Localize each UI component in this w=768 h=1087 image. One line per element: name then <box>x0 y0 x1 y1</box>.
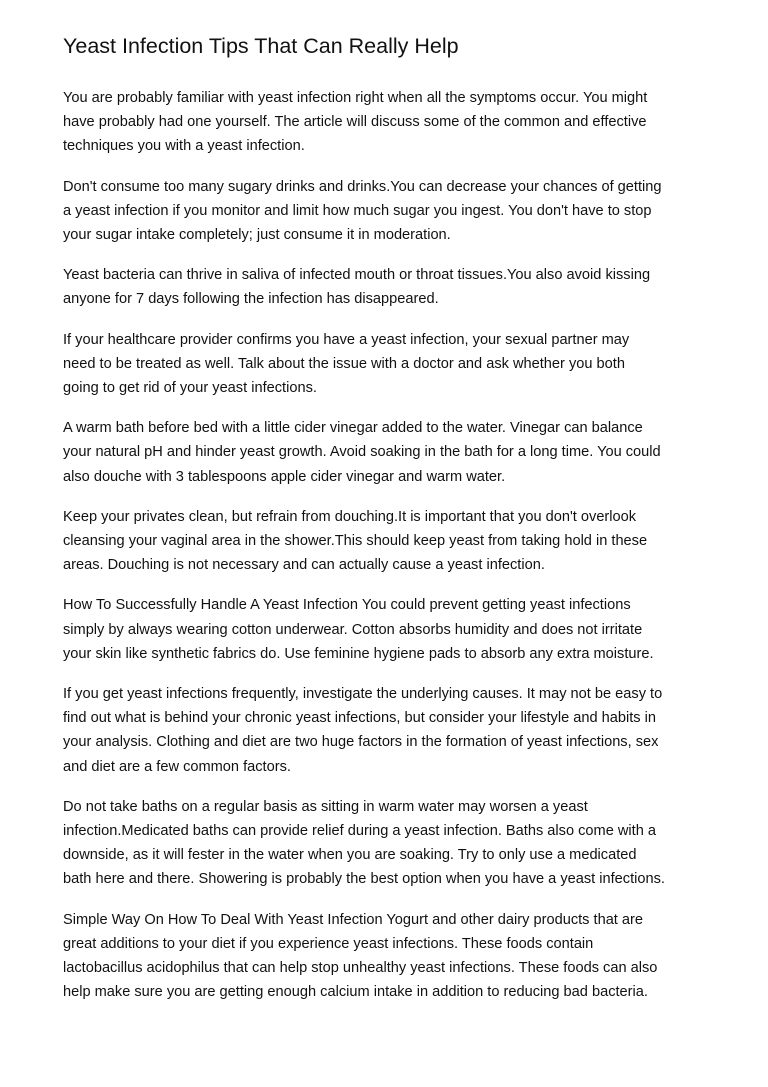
text-line: If you get yeast infections frequently, investigate the underlying causes. It may not be easy to <box>63 686 663 703</box>
text-line: downside, as it will fester in the water when you are soaking. Try to only use a medicated <box>63 847 637 864</box>
document-title: Yeast Infection Tips That Can Really Help <box>63 34 459 58</box>
paragraph <box>63 505 723 578</box>
text-line: also douche with 3 tablespoons apple cider vinegar and warm water. <box>63 468 506 485</box>
text-line: lactobacillus acidophilus that can help stop unhealthy yeast infections. These foods can also <box>63 960 658 977</box>
text-line: bath here and there. Showering is probably the best option when you have a yeast infections. <box>63 871 665 888</box>
text-line: Don't consume too many sugary drinks and drinks.You can decrease your chances of getting <box>63 178 662 195</box>
paragraph <box>63 263 723 311</box>
text-line: your skin like synthetic fabrics do. Use feminine hygiene pads to absorb any extra moisture. <box>63 645 654 662</box>
text-line: great additions to your diet if you experience yeast infections. These foods contain <box>63 935 594 952</box>
text-line: If your healthcare provider confirms you have a yeast infection, your sexual partner may <box>63 331 630 348</box>
paragraph <box>63 86 723 159</box>
text-line: A warm bath before bed with a little cider vinegar added to the water. Vinegar can balance <box>63 420 643 437</box>
text-line: a yeast infection if you monitor and limit how much sugar you ingest. You don't have to stop <box>63 202 652 219</box>
text-line: You are probably familiar with yeast infection right when all the symptoms occur. You might <box>63 90 648 106</box>
text-line: infection.Medicated baths can provide relief during a yeast infection. Baths also come with a <box>63 823 656 840</box>
text-line: your analysis. Clothing and diet are two huge factors in the formation of yeast infections, sex <box>63 734 659 751</box>
paragraph <box>63 682 723 779</box>
text-line: Do not take baths on a regular basis as sitting in warm water may worsen a yeast <box>63 798 588 815</box>
text-line: help make sure you are getting enough calcium intake in addition to reducing bad bacteria. <box>63 984 648 1001</box>
text-line: and diet are a few common factors. <box>63 758 291 775</box>
text-line: Yeast bacteria can thrive in saliva of infected mouth or throat tissues.You also avoid kissing <box>63 267 651 284</box>
document-body <box>63 86 723 1005</box>
text-line: your natural pH and hinder yeast growth. Avoid soaking in the bath for a long time. You could <box>63 444 661 461</box>
text-line: Simple Way On How To Deal With Yeast Infection Yogurt and other dairy products that are <box>63 911 644 928</box>
text-line: need to be treated as well. Talk about the issue with a doctor and ask whether you both <box>63 355 625 372</box>
text-line: areas. Douching is not necessary and can actually cause a yeast infection. <box>63 557 545 574</box>
text-line: find out what is behind your chronic yeast infections, but consider your lifestyle and habits in <box>63 710 656 727</box>
paragraph <box>63 795 723 892</box>
text-line: cleansing your vaginal area in the shower.This should keep yeast from taking hold in these <box>63 533 648 550</box>
text-line: anyone for 7 days following the infection has disappeared. <box>63 291 439 308</box>
paragraph <box>63 328 723 401</box>
text-line: Keep your privates clean, but refrain from douching.It is important that you don't overlook <box>63 508 637 525</box>
paragraph <box>63 416 723 489</box>
text-line: simply by always wearing cotton underwear. Cotton absorbs humidity and does not irritate <box>63 621 643 638</box>
text-line: How To Successfully Handle A Yeast Infection You could prevent getting yeast infections <box>63 597 631 614</box>
paragraph <box>63 593 723 666</box>
text-line: your sugar intake completely; just consume it in moderation. <box>63 227 451 244</box>
paragraph <box>63 175 723 248</box>
paragraph <box>63 908 723 1005</box>
text-line: techniques you with a yeast infection. <box>63 138 305 155</box>
text-line: going to get rid of your yeast infections. <box>63 380 317 397</box>
text-line: have probably had one yourself. The article will discuss some of the common and effective <box>63 114 647 131</box>
document-page <box>63 32 723 1021</box>
